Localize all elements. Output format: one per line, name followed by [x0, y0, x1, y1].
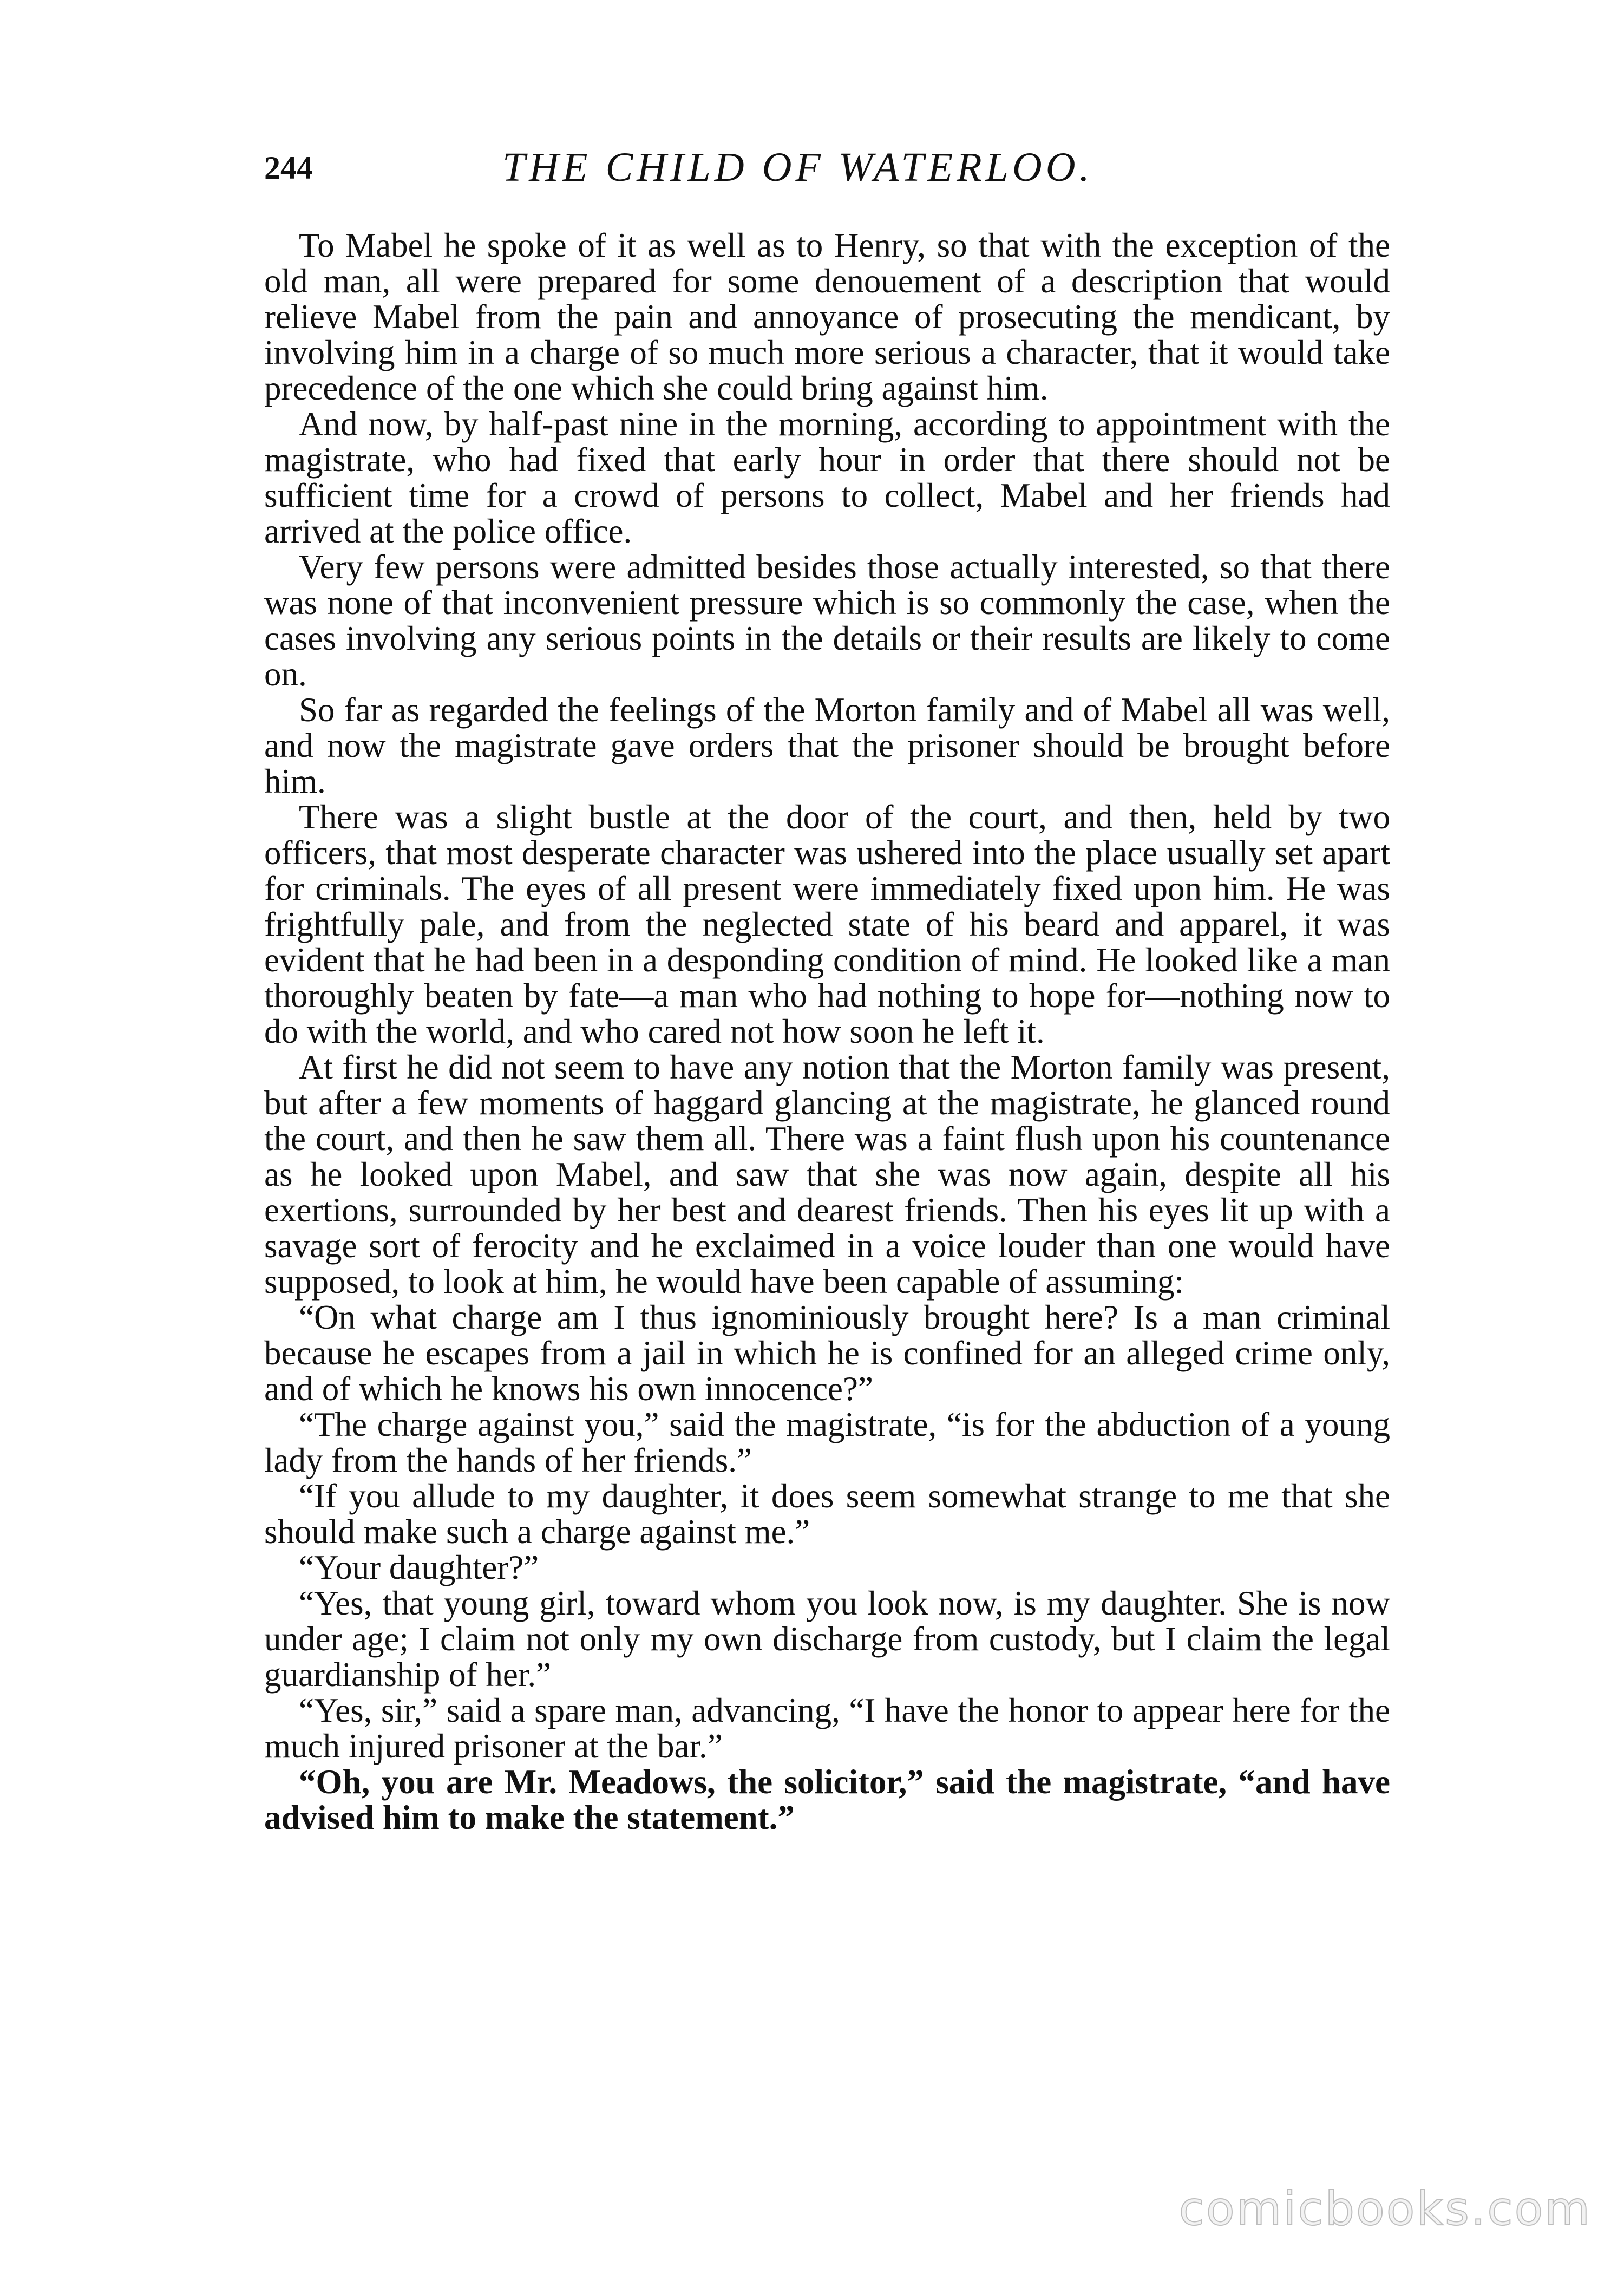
watermark: comicbooks.com — [1178, 2182, 1592, 2236]
paragraph: “Your daughter?” — [299, 1548, 539, 1586]
paragraph: “Yes, that young girl, toward whom you look now, is my daughter. She is now under age; I claim not only my own discharge from custody, but I claim the legal guardianship of her.” — [264, 1584, 1390, 1694]
paragraph: “Yes, sir,” said a spare man, advancing, “I have the honor to appear here for the much injured prisoner at the bar.” — [264, 1691, 1390, 1765]
paragraph: “The charge against you,” said the magistrate, “is for the abduction of a young lady from the hands of her friends.” — [264, 1406, 1390, 1479]
paragraph: Very few persons were admitted besides those actually interested, so that there was none of that inconvenient pressure which is so commonly the case, when the cases involving any serious points in the details or their results are likely to come on. — [264, 548, 1390, 693]
paragraph: “If you allude to my daughter, it does seem somewhat strange to me that she should make such a charge against me.” — [264, 1477, 1390, 1551]
paragraph: To Mabel he spoke of it as well as to Henry, so that with the exception of the old man, all were prepared for some denouement of a description that would relieve Mabel from the pain and annoyance of prosecuting the mendicant, by involving him in a charge of so much more serious a character, that it would take precedence of the one which she could bring against him. — [264, 226, 1390, 407]
page-number: 244 — [264, 150, 313, 186]
page-header — [264, 140, 1390, 199]
paragraph: So far as regarded the feelings of the Morton family and of Mabel all was well, and now the magistrate gave orders that the prisoner should be brought before him. — [264, 691, 1390, 800]
running-title: THE CHILD OF WATERLOO. — [502, 145, 1093, 190]
paragraph: And now, by half-past nine in the morning, according to appointment with the magistrate, who had fixed that early hour in order that there should not be sufficient time for a crowd of persons to collect, Mabel and her friends had arrived at the police office. — [264, 405, 1390, 550]
paragraph: “On what charge am I thus ignominiously brought here? Is a man criminal because he escapes from a jail in which he is confined for an alleged crime only, and of which he knows his own innocence?” — [264, 1298, 1390, 1408]
paragraph: At first he did not seem to have any notion that the Morton family was present, but after a few moments of haggard glancing at the magistrate, he glanced round the court, and then he saw them all. There was a faint flush upon his countenance as he looked upon Mabel, and saw that she was now again, despite all his exertions, surrounded by her best and dearest friends. Then his eyes lit up with a savage sort of ferocity and he exclaimed in a voice louder than one would have supposed, to look at him, he would have been capable of assuming: — [264, 1048, 1390, 1301]
body-text — [264, 227, 1390, 1835]
paragraph: There was a slight bustle at the door of the court, and then, held by two officers, that most desperate character was ushered into the place usually set apart for criminals. The eyes of all present were immediately fixed upon him. He was frightfully pale, and from the neglected state of his beard and apparel, it was evident that he had been in a desponding condition of mind. He looked like a man thoroughly beaten by fate—a man who had nothing to hope for—nothing now to do with the world, and who cared not how soon he left it. — [264, 798, 1390, 1050]
paragraph: “Oh, you are Mr. Meadows, the solicitor,” said the magistrate, “and have advised him to make the statement.” — [264, 1763, 1390, 1837]
